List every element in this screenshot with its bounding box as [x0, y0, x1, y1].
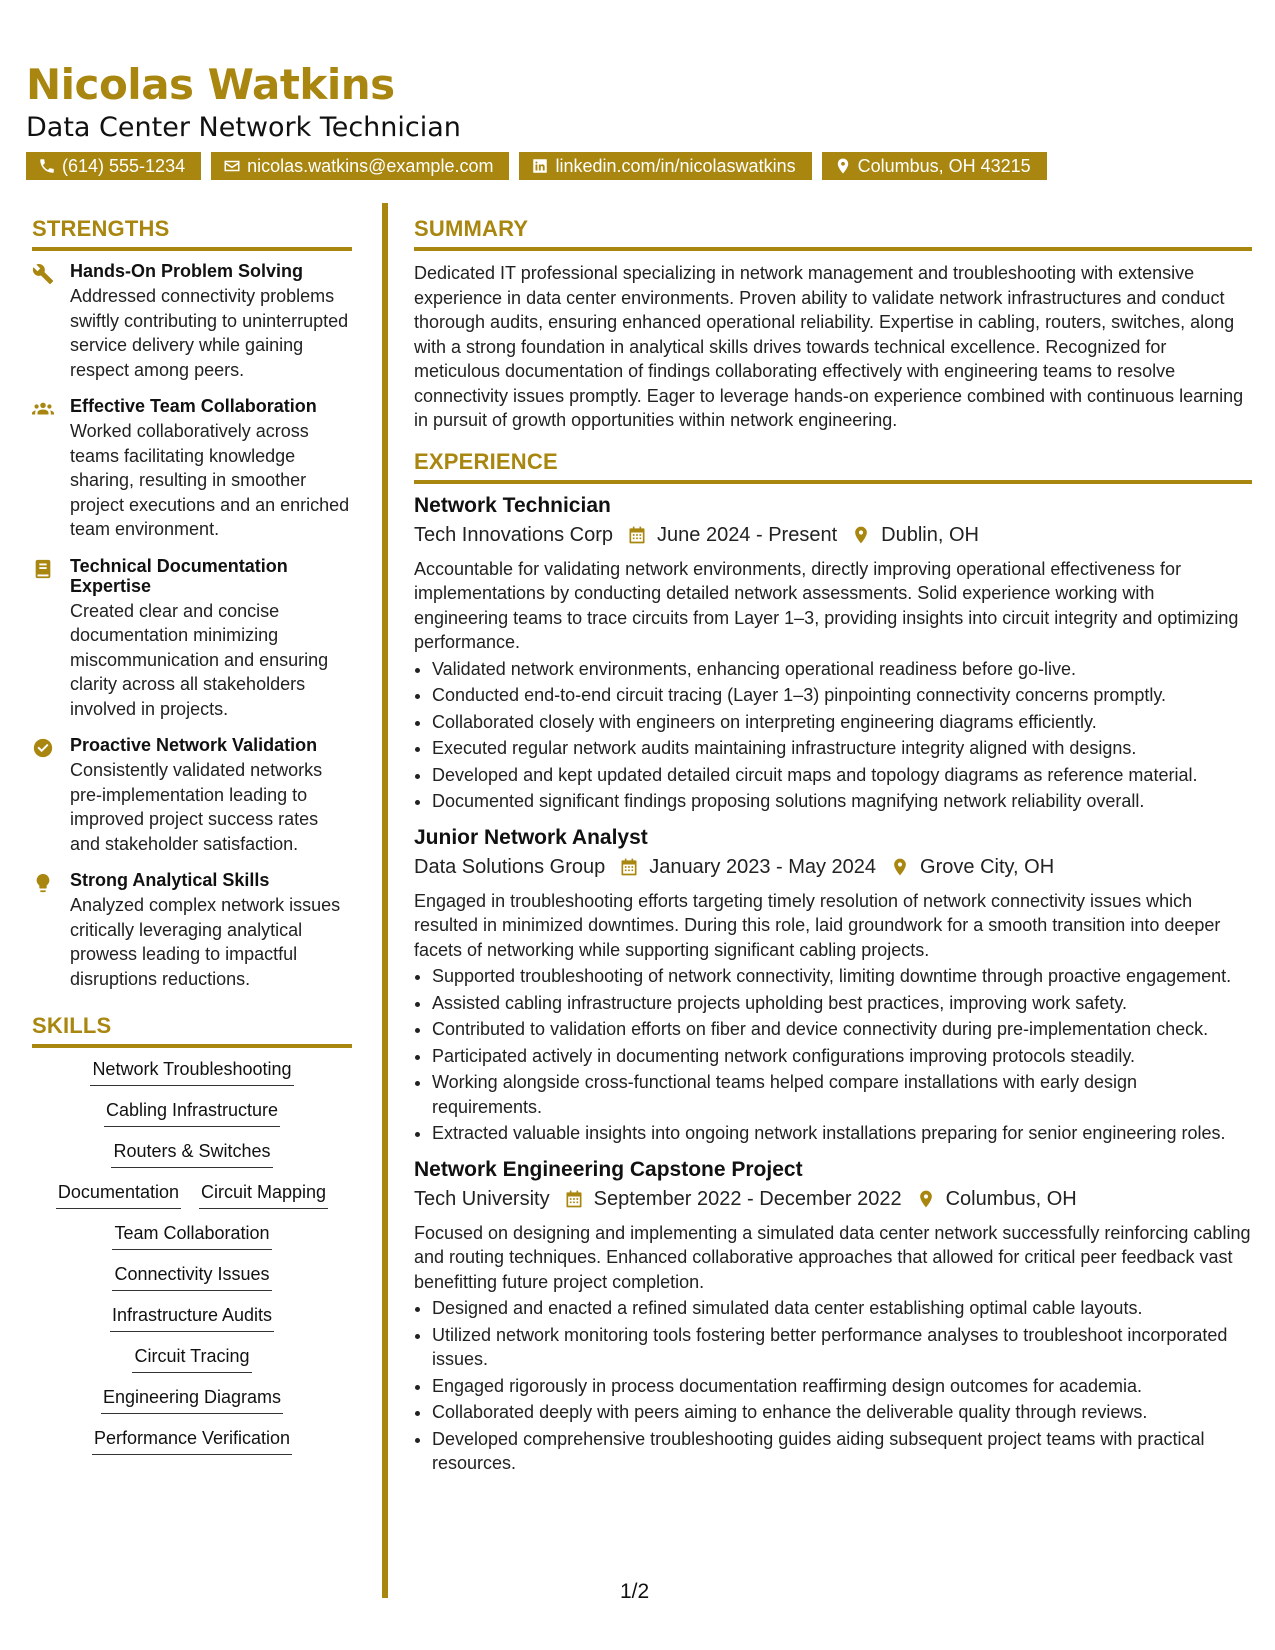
location-pin-icon	[890, 857, 910, 877]
job-title: Junior Network Analyst	[414, 825, 648, 849]
candidate-name: Nicolas Watkins	[26, 60, 395, 109]
job-meta	[414, 524, 1252, 547]
job-bullets	[414, 657, 1252, 814]
job-bullet: • Collaborated deeply with peers aiming to enhance the deliverable quality through reviews.	[432, 1400, 1252, 1425]
strength-desc: Consistently validated networks pre-implementation leading to improved project success rates and stakeholder satisfaction.	[70, 760, 323, 854]
job-company: Tech University	[414, 1187, 550, 1210]
check-circle-icon	[32, 737, 54, 759]
job-entry	[414, 826, 1252, 1146]
skills-list	[32, 1058, 352, 1468]
job-description: Accountable for validating network environments, directly improving operational effectiveness for implementations by conducting detailed network assessments. Solid experience working with engineering teams to trace circuits from Layer 1–3, providing insights into circuit integrity and optimizing performance.	[414, 558, 1239, 652]
skills-heading: SKILLS	[32, 1013, 352, 1048]
strength-item	[32, 556, 352, 722]
skill-tag: Circuit Tracing	[132, 1345, 251, 1373]
job-location: Columbus, OH	[945, 1187, 1077, 1210]
job-bullet: • Participated actively in documenting network configurations improving protocols steadily.	[432, 1044, 1252, 1069]
job-bullet: • Contributed to validation efforts on fiber and device connectivity during pre-implementation check.	[432, 1017, 1252, 1042]
left-column	[32, 216, 352, 1468]
job-bullets	[414, 964, 1252, 1146]
job-bullet: • Engaged rigorously in process documentation reaffirming design outcomes for academia.	[432, 1374, 1252, 1399]
strength-title: Effective Team Collaboration	[70, 396, 317, 416]
skill-tag: Documentation	[56, 1181, 181, 1209]
contact-phone[interactable]	[26, 152, 201, 180]
skill-tag: Routers & Switches	[111, 1140, 272, 1168]
job-bullet: • Working alongside cross-functional teams helped compare installations with early design requirements.	[432, 1070, 1252, 1119]
job-bullet: • Collaborated closely with engineers on interpreting engineering diagrams efficiently.	[432, 710, 1252, 735]
lightbulb-icon	[32, 872, 54, 894]
strength-desc: Analyzed complex network issues critically leveraging analytical prowess leading to impactful disruptions reductions.	[70, 895, 341, 989]
strength-item	[32, 735, 352, 856]
job-bullet: • Developed and kept updated detailed circuit maps and topology diagrams as reference material.	[432, 763, 1252, 788]
strength-desc: Worked collaboratively across teams facilitating knowledge sharing, resulting in smoother project executions and an enriched team environment.	[70, 421, 350, 539]
calendar-icon	[564, 1189, 584, 1209]
job-company: Data Solutions Group	[414, 855, 606, 878]
strength-title: Technical Documentation Expertise	[70, 555, 288, 596]
job-company: Tech Innovations Corp	[414, 523, 614, 546]
strength-title: Strong Analytical Skills	[70, 870, 270, 890]
job-bullet: • Extracted valuable insights into ongoing network installations preparing for senior engineering roles.	[432, 1121, 1252, 1146]
job-bullet: • Validated network environments, enhancing operational readiness before go-live.	[432, 657, 1252, 682]
calendar-icon	[627, 525, 647, 545]
strength-item	[32, 261, 352, 382]
job-bullet: • Utilized network monitoring tools fostering better performance analyses to troubleshoot incorporated issues.	[432, 1323, 1252, 1372]
job-title: Network Engineering Capstone Project	[414, 1157, 803, 1181]
book-icon	[32, 558, 54, 580]
contact-linkedin[interactable]	[519, 152, 811, 180]
job-meta	[414, 856, 1252, 879]
job-bullet: • Developed comprehensive troubleshooting guides aiding subsequent project teams with practical resources.	[432, 1427, 1252, 1476]
job-description: Engaged in troubleshooting efforts targeting timely resolution of network connectivity issues which resulted in minimized downtimes. During this role, laid groundwork for a smooth transition into deeper facets of networking while supporting significant cabling projects.	[414, 890, 1221, 960]
job-bullet: • Executed regular network audits maintaining infrastructure integrity aligned with designs.	[432, 736, 1252, 761]
job-entry	[414, 494, 1252, 814]
job-bullet: • Conducted end-to-end circuit tracing (Layer 1–3) pinpointing connectivity concerns promptly.	[432, 683, 1252, 708]
job-bullet: • Designed and enacted a refined simulated data center establishing optimal cable layouts.	[432, 1296, 1252, 1321]
job-meta	[414, 1188, 1252, 1211]
strength-title: Proactive Network Validation	[70, 735, 318, 755]
contact-location	[822, 152, 1047, 180]
job-location: Grove City, OH	[920, 855, 1055, 878]
users-icon	[32, 398, 54, 420]
contact-phone-text: (614) 555-1234	[62, 155, 186, 176]
job-dates: January 2023 - May 2024	[649, 855, 877, 878]
wrench-icon	[32, 263, 54, 285]
job-bullet: • Documented significant findings proposing solutions magnifying network reliability overall.	[432, 789, 1252, 814]
summary-text: Dedicated IT professional specializing in network management and troubleshooting with extensive experience in data center environments. Proven ability to validate network infrastructures and conduct thorough audits, ensuring enhanced operational reliability. Expertise in cabling, routers, switches, along with a strong foundation in analytical skills drives towards technical excellence. Recognized for meticulous documentation of findings collaborating effectively with engineering teams to resolve connectivity issues promptly. Eager to leverage hands-on experience combined with continuous learning in pursuit of growth opportunities within network engineering.	[414, 263, 1244, 430]
location-pin-icon	[834, 157, 852, 175]
calendar-icon	[619, 857, 639, 877]
strength-desc: Addressed connectivity problems swiftly contributing to uninterrupted service delivery while gaining respect among peers.	[70, 286, 349, 380]
summary-heading: SUMMARY	[414, 216, 1252, 251]
strength-item	[32, 870, 352, 991]
job-bullet: • Supported troubleshooting of network connectivity, limiting downtime through proactive engagement.	[432, 964, 1252, 989]
job-dates: September 2022 - December 2022	[593, 1187, 902, 1210]
job-entry	[414, 1158, 1252, 1476]
job-description: Focused on designing and implementing a simulated data center network successfully reinforcing cabling and routing techniques. Enhanced collaborative approaches that allowed for critical peer feedback vast benefitting future project completion.	[414, 1222, 1251, 1292]
strength-item	[32, 396, 352, 542]
job-bullet: • Assisted cabling infrastructure projects upholding best practices, improving work safety.	[432, 991, 1252, 1016]
contact-email[interactable]	[211, 152, 509, 180]
linkedin-icon	[531, 157, 549, 175]
skill-tag: Performance Verification	[92, 1427, 292, 1455]
skill-tag: Team Collaboration	[112, 1222, 271, 1250]
skill-tag: Network Troubleshooting	[90, 1058, 293, 1086]
right-column	[414, 216, 1252, 1488]
strength-title: Hands-On Problem Solving	[70, 261, 304, 281]
contact-bar	[26, 152, 1047, 180]
candidate-title: Data Center Network Technician	[26, 112, 461, 143]
skill-tag: Cabling Infrastructure	[104, 1099, 280, 1127]
strength-desc: Created clear and concise documentation minimizing miscommunication and ensuring clarity across all stakeholders involved in projects.	[70, 600, 329, 719]
strengths-heading: STRENGTHS	[32, 216, 352, 251]
job-dates: June 2024 - Present	[657, 523, 838, 546]
skill-tag: Infrastructure Audits	[110, 1304, 274, 1332]
phone-icon	[38, 157, 56, 175]
job-location: Dublin, OH	[881, 523, 979, 546]
job-bullets	[414, 1296, 1252, 1476]
contact-location-text: Columbus, OH 43215	[857, 155, 1031, 176]
envelope-icon	[223, 157, 241, 175]
contact-email-text: nicolas.watkins@example.com	[247, 155, 494, 176]
skill-tag: Engineering Diagrams	[101, 1386, 283, 1414]
experience-heading: EXPERIENCE	[414, 449, 1252, 484]
job-title: Network Technician	[414, 493, 611, 517]
location-pin-icon	[851, 525, 871, 545]
column-divider	[382, 203, 388, 1598]
contact-linkedin-text: linkedin.com/in/nicolaswatkins	[555, 155, 796, 176]
page-number: 1/2	[620, 1580, 650, 1603]
location-pin-icon	[916, 1189, 936, 1209]
skill-tag: Connectivity Issues	[112, 1263, 271, 1291]
skill-tag: Circuit Mapping	[199, 1181, 328, 1209]
